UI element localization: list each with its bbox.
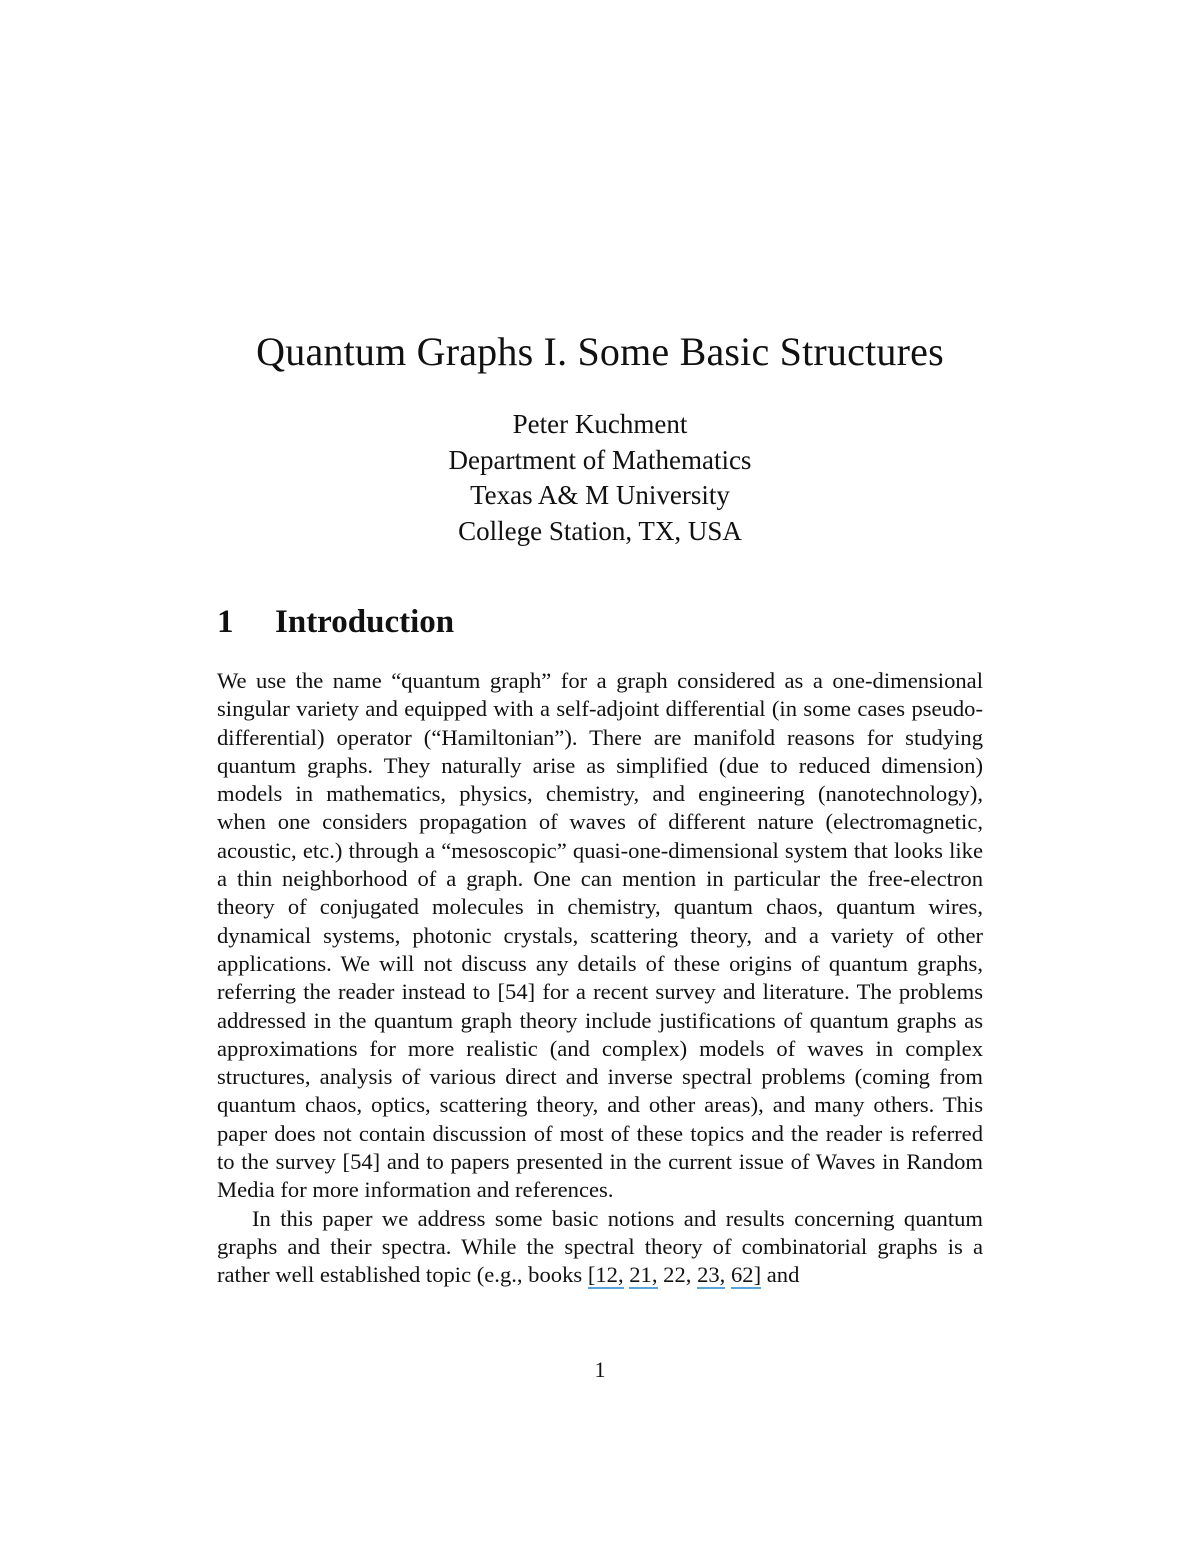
section-number: 1: [217, 604, 234, 640]
page-number: 1: [594, 1357, 606, 1382]
section-heading: [217, 604, 454, 641]
paragraph-2-end: and: [761, 1262, 800, 1288]
author-university: Texas A& M University: [470, 480, 730, 510]
citation-12: 12,: [595, 1262, 624, 1288]
author-department: Department of Mathematics: [448, 444, 752, 475]
paragraph-1: We use the name “quantum graph” for a graph considered as a one-dimensional singular variety and equipped with a self-adjoint differential (in some cases pseudo-differential) operator (“Hamiltonian”). There are manifold reasons for studying quantum graphs. They naturally arise as simplified (due to reduced dimension) models in mathematics, physics, chemistry, and engineering (nanotechnology), when one considers propagation of waves of different nature (electromagnetic, acoustic, etc.) through a “mesoscopic” quasi-one-dimensional system that looks like a thin neighborhood of a graph. One can mention in particular the free-electron theory of conjugated molecules in chemistry, quantum chaos, quantum wires, dynamical systems, photonic crystals, scattering theory, and a variety of other applications. We will not discuss any details of these origins of quantum graphs, referring the reader instead to [54] for a recent survey and literature. The problems addressed in the quantum graph theory include justifications of quantum graphs as approximations for more realistic (and complex) models of waves in complex structures, analysis of various direct and inverse spectral problems (coming from quantum chaos, optics, scattering theory, and other areas), and many others. This paper does not contain discussion of most of these topics and the reader is referred to the survey [54] and to papers presented in the current issue of Waves in Random Media for more information and references.: [217, 668, 983, 1203]
citation-link-23[interactable]: 23,: [697, 1262, 726, 1288]
author-block: [0, 407, 1200, 549]
citation-link-21[interactable]: 21,: [629, 1262, 658, 1288]
author-location: College Station, TX, USA: [458, 515, 742, 546]
citation-link-62[interactable]: [731, 1262, 761, 1289]
body-text: [217, 667, 983, 1290]
paragraph-2-text: In this paper we address some basic notions and results concerning quantum graphs and their spectra. While the spectral theory of combinatorial graphs is a rather well established topic (e.g., books: [217, 1205, 983, 1288]
citation-22: 22,: [663, 1262, 692, 1288]
citation-62: 62: [730, 1262, 754, 1288]
citation-link-12[interactable]: [588, 1262, 624, 1289]
citation-open-bracket: [: [587, 1262, 596, 1288]
author-name: Peter Kuchment: [512, 409, 688, 439]
section-title: Introduction: [275, 604, 455, 640]
citation-close-bracket: ]: [753, 1262, 762, 1288]
paragraph-2: [217, 1205, 983, 1290]
paper-title: Quantum Graphs I. Some Basic Structures: [256, 329, 944, 374]
